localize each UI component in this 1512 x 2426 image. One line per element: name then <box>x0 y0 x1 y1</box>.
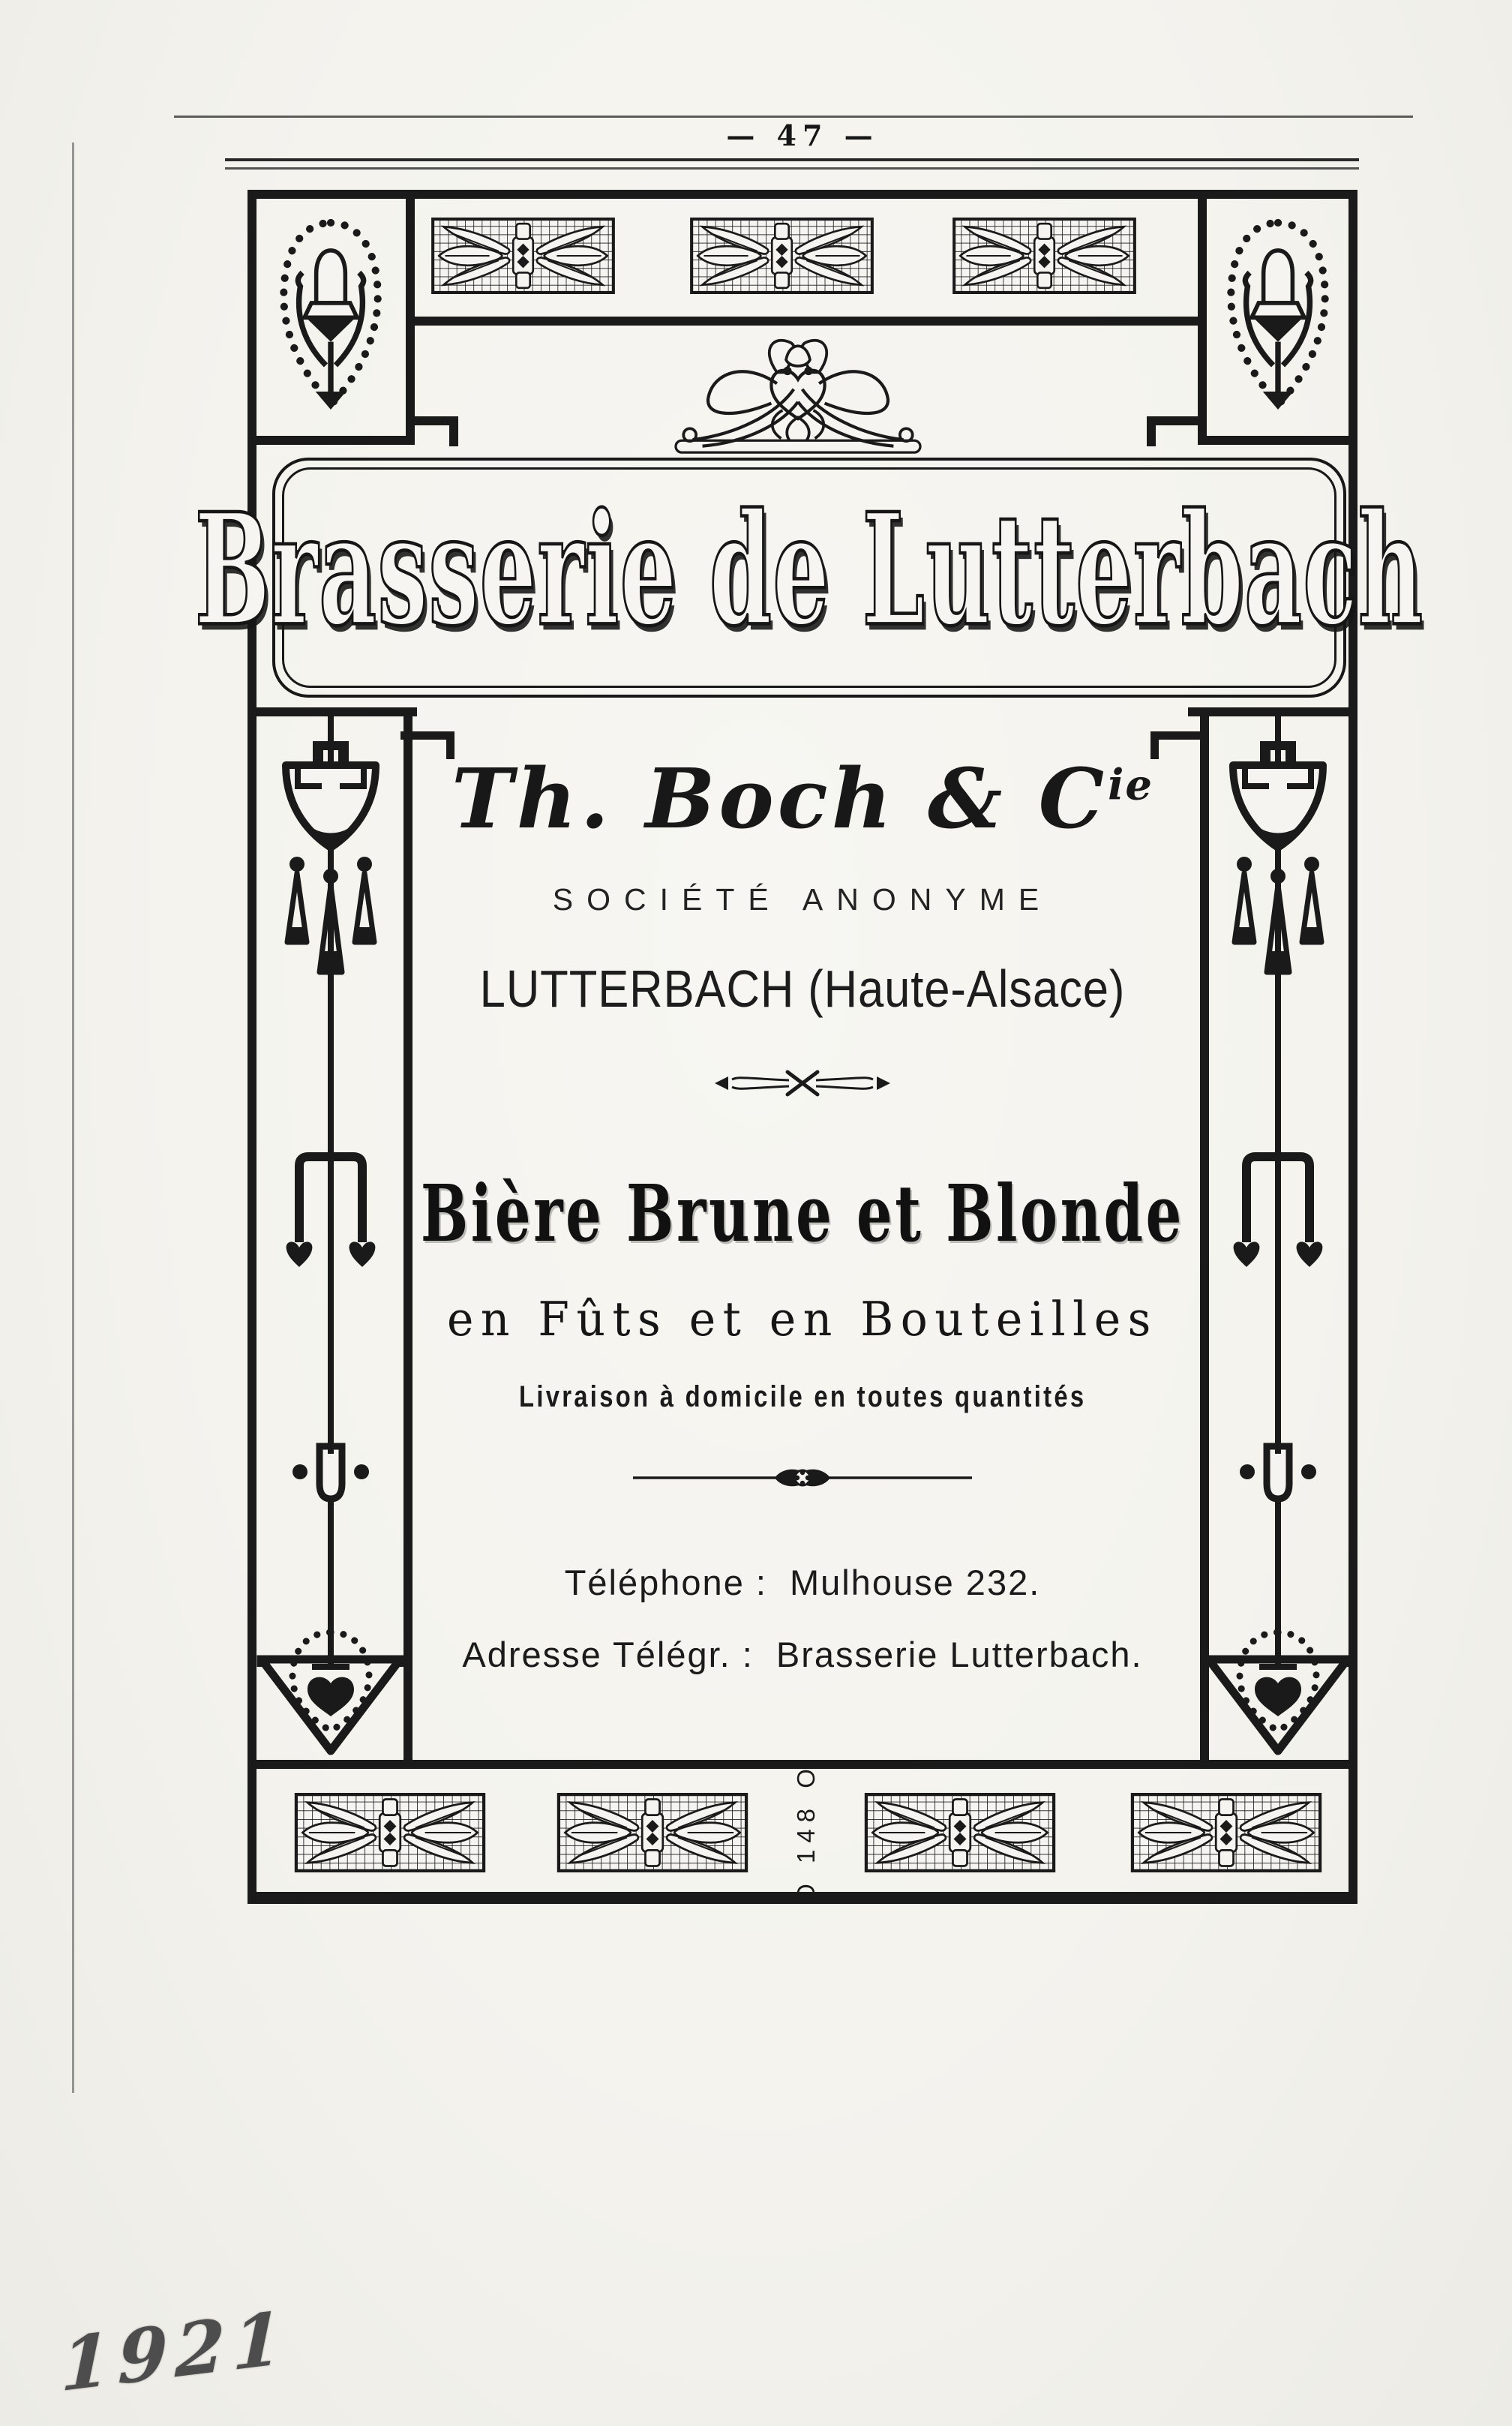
location-text: LUTTERBACH (Haute-Alsace) <box>479 959 1126 1018</box>
location-line <box>256 959 1348 1019</box>
x-divider-ornament <box>712 1067 892 1100</box>
header-double-rule-2 <box>225 167 1359 170</box>
printer-mark-text: O 148 O <box>792 1762 820 1903</box>
delivery-text: Livraison à domicile en toutes quantités <box>518 1380 1087 1413</box>
clasp-ornament-right <box>1237 1439 1319 1511</box>
subheadline-line <box>256 1292 1348 1347</box>
page-number: — 47 — <box>726 119 879 152</box>
corner-box-left-edge <box>406 197 415 444</box>
headline-line <box>256 1167 1348 1260</box>
leaf-panel-ornament <box>274 1793 506 1872</box>
legal-form: SOCIÉTÉ ANONYME <box>552 882 1053 917</box>
bud-cameo-ornament-left <box>268 204 393 437</box>
corner-box-right-bottom <box>1198 436 1348 445</box>
handwritten-year: 1921 <box>60 2294 291 2409</box>
title-box <box>194 458 1424 698</box>
header-top-rule <box>174 116 1413 118</box>
leaf-panel-ornament <box>690 218 874 294</box>
clasp-ornament-left <box>290 1439 372 1511</box>
leaf-panel-ornament <box>952 218 1136 294</box>
ad-title: Brasserie de Lutterbach <box>194 480 1424 661</box>
corner-box-right-edge <box>1198 197 1207 444</box>
telegram-label: Adresse Télégr. : <box>462 1635 754 1674</box>
leaf-panel-ornament <box>536 1793 769 1872</box>
bracket-step <box>449 416 458 446</box>
company-script-name <box>256 750 1348 847</box>
left-margin-rule <box>72 143 74 2093</box>
bracket-bar-left <box>256 707 417 716</box>
poppy-flower-ornament <box>670 332 926 465</box>
leaf-panel-ornament <box>844 1793 1076 1872</box>
bud-cameo-ornament-right <box>1216 204 1340 437</box>
telegram-value: Brasserie Lutterbach. <box>776 1635 1143 1674</box>
company-script-text: Th. Boch & C <box>451 750 1108 847</box>
phone-label: Téléphone : <box>564 1563 767 1602</box>
telegram-line <box>256 1634 1348 1675</box>
delivery-line <box>256 1380 1348 1414</box>
phone-value: Mulhouse 232. <box>789 1563 1041 1602</box>
header-double-rule-1 <box>225 158 1359 161</box>
corner-box-left-bottom <box>256 436 415 445</box>
printer-mark <box>754 1762 859 1903</box>
bracket-bar-right <box>1188 707 1348 716</box>
leaf-panel-ornament <box>431 218 615 294</box>
subheadline-text: en Fûts et en Bouteilles <box>447 1292 1158 1347</box>
bracket-step <box>1147 416 1156 446</box>
leaf-panel-ornament <box>1110 1793 1342 1872</box>
company-script-superscript: ie <box>1108 760 1154 810</box>
headline-text: Bière Brune et Blonde <box>421 1167 1184 1260</box>
top-band-baseline <box>415 317 1198 326</box>
knot-divider-ornament <box>630 1463 975 1491</box>
bracket-tick-right <box>1150 731 1204 740</box>
phone-line <box>256 1562 1348 1603</box>
